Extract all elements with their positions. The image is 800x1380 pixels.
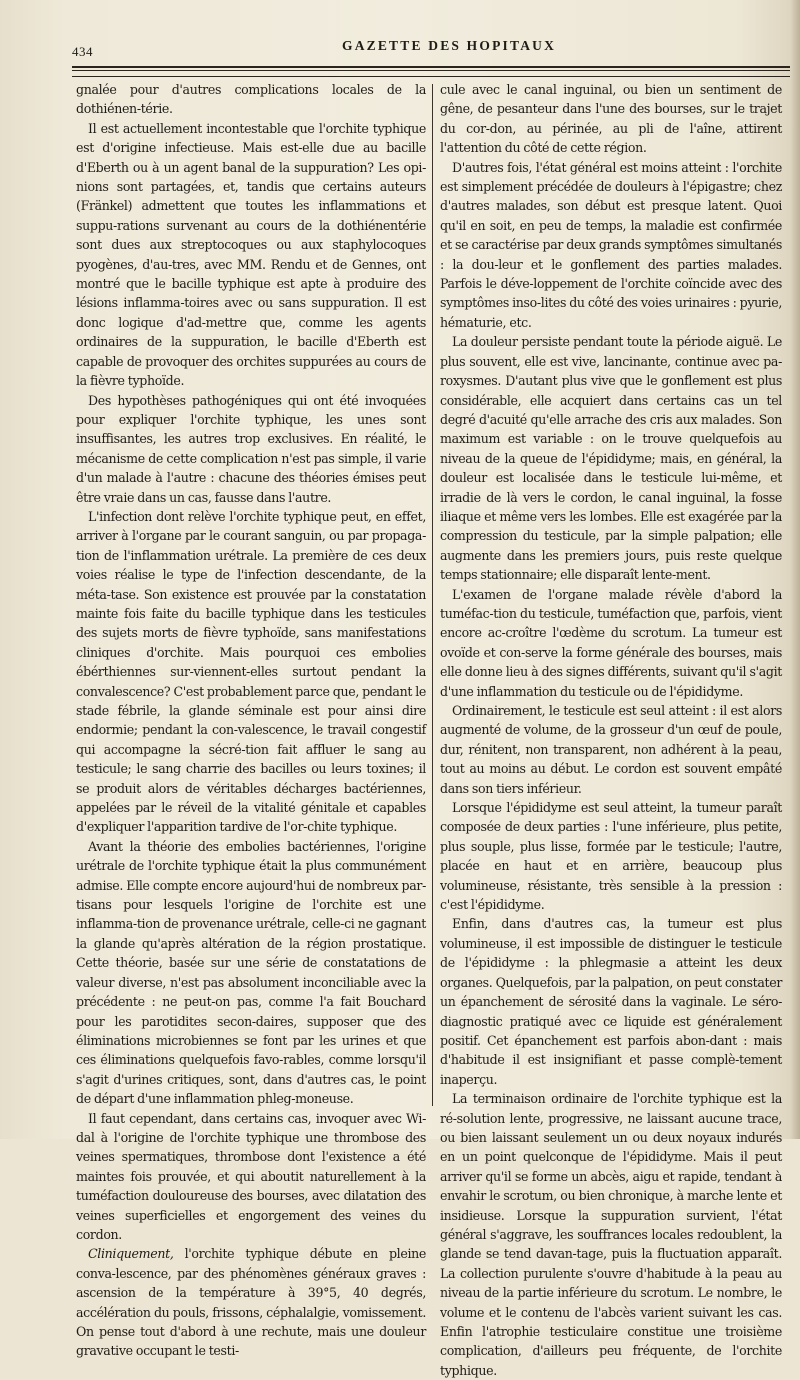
paragraph: La douleur persiste pendant toute la période aiguë. Le plus souvent, elle est vive, lancinante, continue avec pa-roxysmes. D'autant plus vive que le gonflement est plus considérable, elle acquiert dans certains cas un tel degré d'acuité qu'elle arrache des cris aux malades. Son maximum est variable : on le trouve quelquefois au niveau de la queue de l'épididyme; mais, en général, la douleur est localisée dans le testicule lui-même, et irradie de là vers le cordon, le canal inguinal, la fosse iliaque et même vers les lombes. Elle est exagérée par la compression du testicule, par la simple palpation; elle augmente dans les premiers jours, puis reste quelque temps stationnaire; elle disparaît lente-ment. [440, 334, 782, 583]
header-rule-thin [72, 70, 790, 71]
journal-title: GAZETTE DES HOPITAUX [342, 38, 557, 53]
paragraph-text: l'orchite typhique débute en pleine conva-lescence, par des phénomènes généraux graves : ascension de la température à 39°5, 40 degrés, accélération du pouls, frissons, céphalalgie, vomissement. On pense tout d'abord à une rechute, mais une douleur gravative occupant le testi- [76, 1246, 426, 1359]
page-number: 434 [72, 44, 93, 59]
paragraph: L'infection dont relève l'orchite typhique peut, en effet, arriver à l'organe par le courant sanguin, ou par propaga-tion de l'inflammation urétrale. La première de ces deux voies réalise le type de l'infection descendante, de la méta-tase. Son existence est prouvée par la constatation mainte fois faite du bacille typhique dans les testicules des sujets morts de fièvre typhoïde, sans manifestations cliniques d'orchite. Mais pourquoi ces embolies ébérthiennes sur-viennent-elles surtout pendant la convalescence? C'est probablement parce que, pendant le stade fébrile, la glande séminale est pour ainsi dire endormie; pendant la con-valescence, le travail congestif qui accompagne la sécré-tion fait affluer le sang au testicule; le sang charrie des bacilles ou leurs toxines; il se produit alors de véritables décharges bactériennes, appelées par le réveil de la vitalité génitale et capables d'expliquer l'apparition tardive de l'or-chite typhique. [76, 508, 426, 835]
paragraph: La terminaison ordinaire de l'orchite typhique est la ré-solution lente, progressive, ne laissant aucune trace, ou bien laissant seulement un ou deux noyaux indurés en un point quelconque de l'épididyme. Mais il peut arriver qu'il se forme un abcès, aigu et rapide, tendant à envahir le scrotum, ou bien chronique, à marche lente et insidieuse. Lorsque la suppuration survient, l'état général s'aggrave, les souffrances locales redoublent, la glande se tend davan-tage, puis la fluctuation apparaît. La collection purulente s'ouvre d'habitude à la peau au niveau de la partie inférieure du scrotum. Le nombre, le volume et le contenu de l'abcès varient suivant les cas. Enfin l'atrophie testiculaire constitue une troisième complication, d'ailleurs peu fréquente, de l'orchite typhique. [440, 1091, 782, 1378]
paragraph: Ordinairement, le testicule est seul atteint : il est alors augmenté de volume, de la grosseur d'un œuf de poule, dur, rénitent, non transparent, non adhérent à la peau, tout au moins au début. Le cordon est souvent empâté dans son tiers inférieur. [440, 703, 782, 796]
italic-lead: Cliniquement, [88, 1246, 174, 1262]
paragraph: L'examen de l'organe malade révèle d'abord la tuméfac-tion du testicule, tuméfaction que, parfois, vient encore ac-croître l'œdème du scrotum. La tumeur est ovoïde et con-serve la forme générale des bourses, mais elle donne lieu à des signes différents, suivant qu'il s'agit d'une inflammation du testicule ou de l'épididyme. [440, 586, 782, 699]
paragraph: cule avec le canal inguinal, ou bien un sentiment de gêne, de pesanteur dans l'une des bourses, sur le trajet du cor-don, au périnée, au pli de l'aîne, attirent l'attention du côté de cette région. [440, 82, 782, 156]
right-column [440, 80, 782, 1378]
paragraph: Enfin, dans d'autres cas, la tumeur est plus volumineuse, il est impossible de distinguer le testicule de l'épididyme : la phlegmasie a atteint les deux organes. Quelquefois, par la palpation, on peut constater un épanchement de sérosité dans la vaginale. Le séro-diagnostic pratiqué avec ce liquide est généralement positif. Cet épanchement est parfois abon-dant : mais d'habitude il est insignifiant et passe complè-tement inaperçu. [440, 916, 782, 1087]
paragraph: Il faut cependant, dans certains cas, invoquer avec Wi-dal à l'origine de l'orchite typhique une thrombose des veines spermatiques, thrombose dont l'existence a été maintes fois prouvée, et qui aboutit naturellement à la tuméfaction douloureuse des bourses, avec dilatation des veines superficielles et engorgement des veines du cordon. [76, 1110, 426, 1242]
page-edge-shadow [790, 0, 800, 1139]
paragraph: Des hypothèses pathogéniques qui ont été invoquées pour expliquer l'orchite typhique, les unes sont insuffisantes, les autres trop exclusives. En réalité, le mécanisme de cette complication n'est pas simple, il varie d'un malade à l'autre : chacune des théories émises peut être vraie dans un cas, fausse dans l'autre. [76, 392, 426, 505]
left-column [76, 80, 426, 1359]
paragraph [76, 1244, 426, 1360]
paragraph: gnalée pour d'autres complications locales de la dothiénen-térie. [76, 82, 426, 117]
header-rule-bottom [72, 76, 790, 77]
paragraph: D'autres fois, l'état général est moins atteint : l'orchite est simplement précédée de douleurs à l'épigastre; chez d'autres malades, son début est presque latent. Quoi qu'il en soit, en peu de temps, la maladie est confirmée et se caractérise par deux grands symptômes simultanés : la dou-leur et le gonflement des parties malades. Parfois le déve-loppement de l'orchite coïncide avec des symptômes inso-lites du côté des voies urinaires : pyurie, hématurie, etc. [440, 159, 782, 330]
paragraph: Avant la théorie des embolies bactériennes, l'origine urétrale de l'orchite typhique était la plus communément admise. Elle compte encore aujourd'hui de nombreux par-tisans pour lesquels l'origine de l'orchite est une inflamma-tion de provenance urétrale, celle-ci ne gagnant la glande qu'après altération de la région prostatique. Cette théorie, basée sur une série de constatations de valeur diverse, n'est pas absolument inconciliable avec la précédente : ne peut-on pas, comme l'a fait Bouchard pour les parotidites secon-daires, supposer que des éliminations microbiennes se font par les urines et que ces éliminations quelquefois favo-rables, comme lorsqu'il s'agit d'urines critiques, sont, dans d'autres cas, le point de départ d'une inflammation phleg-moneuse. [76, 838, 426, 1107]
paragraph: Il est actuellement incontestable que l'orchite typhique est d'origine infectieuse. Mais est-elle due au bacille d'Eberth ou à un agent banal de la suppuration? Les opi-nions sont partagées, et, tandis que certains auteurs (Fränkel) admettent que toutes les inflammations et suppu-rations survenant au cours de la dothiénentérie sont dues aux streptocoques ou aux staphylocoques pyogènes, d'au-tres, avec MM. Rendu et de Gennes, ont montré que le bacille typhique est apte à produire des lésions inflamma-toires avec ou sans suppuration. Il est donc logique d'ad-mettre que, comme les agents ordinaires de la suppuration, le bacille d'Eberth est capable de provoquer des orchites suppurées au cours de la fièvre typhoïde. [76, 120, 426, 389]
column-divider [432, 84, 433, 1106]
header-rule-thick [72, 66, 790, 68]
page-header [72, 36, 780, 58]
paragraph: Lorsque l'épididyme est seul atteint, la tumeur paraît composée de deux parties : l'une inférieure, plus petite, plus souple, plus lisse, formée par le testicule; l'autre, placée en haut et en arrière, beaucoup plus volumineuse, résistante, très sensible à la pression : c'est l'épididyme. [440, 800, 782, 913]
